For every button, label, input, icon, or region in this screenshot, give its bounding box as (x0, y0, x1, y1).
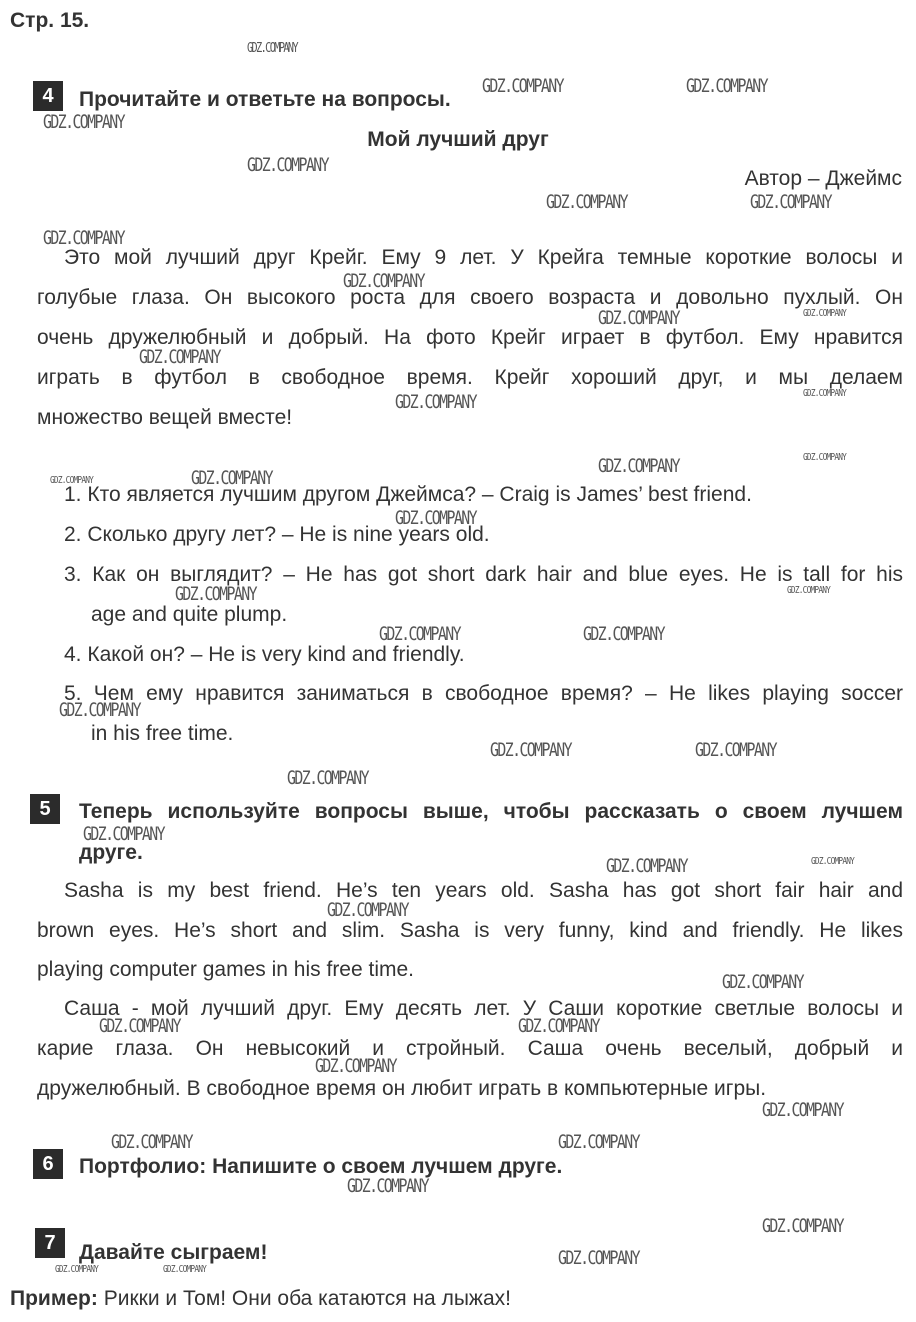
english-line: Sasha is my best friend. He’s ten years old. Sasha has got short fair hair and (64, 879, 903, 902)
watermark: GDZ.COMPANY (247, 154, 328, 176)
exercise-5-number: 5 (30, 794, 60, 824)
watermark: GDZ.COMPANY (787, 585, 831, 596)
watermark: GDZ.COMPANY (803, 452, 847, 463)
watermark: GDZ.COMPANY (139, 346, 220, 368)
watermark: GDZ.COMPANY (50, 475, 94, 486)
text-line: играть в футбол в свободное время. Крейг хороший друг, и мы делаем (37, 366, 903, 389)
watermark: GDZ.COMPANY (83, 823, 164, 845)
watermark: GDZ.COMPANY (99, 1015, 180, 1037)
watermark: GDZ.COMPANY (175, 583, 256, 605)
exercise-7-instruction: Давайте сыграем! (79, 1241, 268, 1264)
watermark: GDZ.COMPANY (111, 1131, 192, 1153)
watermark: GDZ.COMPANY (490, 739, 571, 761)
text-line: множество вещей вместе! (37, 406, 293, 429)
qa-item: 3. Как он выглядит? – He has got short dark hair and blue eyes. He is tall for his (64, 563, 903, 586)
watermark: GDZ.COMPANY (803, 388, 847, 399)
watermark: GDZ.COMPANY (43, 111, 124, 133)
russian-line: карие глаза. Он невысокий и стройный. Саша очень веселый, добрый и (37, 1037, 903, 1060)
text-line: голубые глаза. Он высокого роста для своего возраста и довольно пухлый. Он (37, 286, 903, 309)
example-label: Пример: (10, 1287, 98, 1310)
watermark: GDZ.COMPANY (247, 41, 297, 56)
watermark: GDZ.COMPANY (686, 75, 767, 97)
qa-item: 5. Чем ему нравится заниматься в свободное время? – He likes playing soccer (64, 682, 903, 705)
exercise-7-number: 7 (35, 1228, 65, 1258)
watermark: GDZ.COMPANY (762, 1215, 843, 1237)
english-line: brown eyes. He’s short and slim. Sasha is very funny, kind and friendly. He likes (37, 919, 903, 942)
watermark: GDZ.COMPANY (695, 739, 776, 761)
exercise-6-instruction: Портфолио: Напишите о своем лучшем друге. (79, 1155, 563, 1178)
watermark: GDZ.COMPANY (750, 191, 831, 213)
russian-line: Саша - мой лучший друг. Ему десять лет. У Саши короткие светлые волосы и (64, 997, 903, 1020)
watermark: GDZ.COMPANY (327, 899, 408, 921)
watermark: GDZ.COMPANY (598, 307, 679, 329)
watermark: GDZ.COMPANY (558, 1247, 639, 1269)
text-line: очень дружелюбный и добрый. На фото Крейг играет в футбол. Ему нравится (37, 326, 903, 349)
watermark: GDZ.COMPANY (762, 1099, 843, 1121)
text-author: Автор – Джеймс (744, 167, 902, 190)
qa-item: 1. Кто является лучшим другом Джеймса? – Craig is James’ best friend. (64, 483, 752, 506)
qa-item: 4. Какой он? – He is very kind and friendly. (64, 643, 465, 666)
watermark: GDZ.COMPANY (803, 308, 847, 319)
english-line: playing computer games in his free time. (37, 958, 415, 981)
example-line (10, 1286, 511, 1312)
text-line: Это мой лучший друг Крейг. Ему 9 лет. У Крейга темные короткие волосы и (64, 246, 903, 269)
exercise-5-instruction-end: друге. (79, 841, 143, 864)
watermark: GDZ.COMPANY (722, 971, 803, 993)
exercise-5-instruction: Теперь используйте вопросы выше, чтобы рассказать о своем лучшем (79, 800, 903, 823)
watermark: GDZ.COMPANY (55, 1264, 99, 1275)
watermark: GDZ.COMPANY (482, 75, 563, 97)
exercise-6-number: 6 (33, 1149, 63, 1179)
watermark: GDZ.COMPANY (343, 270, 424, 292)
watermark: GDZ.COMPANY (347, 1175, 428, 1197)
qa-item-continued: in his free time. (91, 722, 234, 745)
watermark: GDZ.COMPANY (395, 391, 476, 413)
watermark: GDZ.COMPANY (191, 467, 272, 489)
watermark: GDZ.COMPANY (287, 767, 368, 789)
example-text: Рикки и Том! Они оба катаются на лыжах! (97, 1287, 511, 1310)
watermark: GDZ.COMPANY (598, 455, 679, 477)
qa-item-continued: age and quite plump. (91, 603, 288, 626)
watermark: GDZ.COMPANY (558, 1131, 639, 1153)
watermark: GDZ.COMPANY (395, 507, 476, 529)
qa-item: 2. Сколько другу лет? – He is nine years old. (64, 523, 490, 546)
watermark: GDZ.COMPANY (583, 623, 664, 645)
watermark: GDZ.COMPANY (518, 1015, 599, 1037)
watermark: GDZ.COMPANY (546, 191, 627, 213)
watermark: GDZ.COMPANY (811, 856, 855, 867)
russian-line: дружелюбный. В свободное время он любит играть в компьютерные игры. (37, 1077, 767, 1100)
watermark: GDZ.COMPANY (315, 1055, 396, 1077)
watermark: GDZ.COMPANY (43, 227, 124, 249)
text-title: Мой лучший друг (367, 128, 549, 151)
exercise-4-instruction: Прочитайте и ответьте на вопросы. (79, 88, 451, 111)
watermark: GDZ.COMPANY (606, 855, 687, 877)
watermark: GDZ.COMPANY (163, 1264, 207, 1275)
exercise-4-number: 4 (33, 81, 63, 111)
watermark: GDZ.COMPANY (379, 623, 460, 645)
watermark: GDZ.COMPANY (59, 699, 140, 721)
page-label: Стр. 15. (10, 9, 90, 32)
